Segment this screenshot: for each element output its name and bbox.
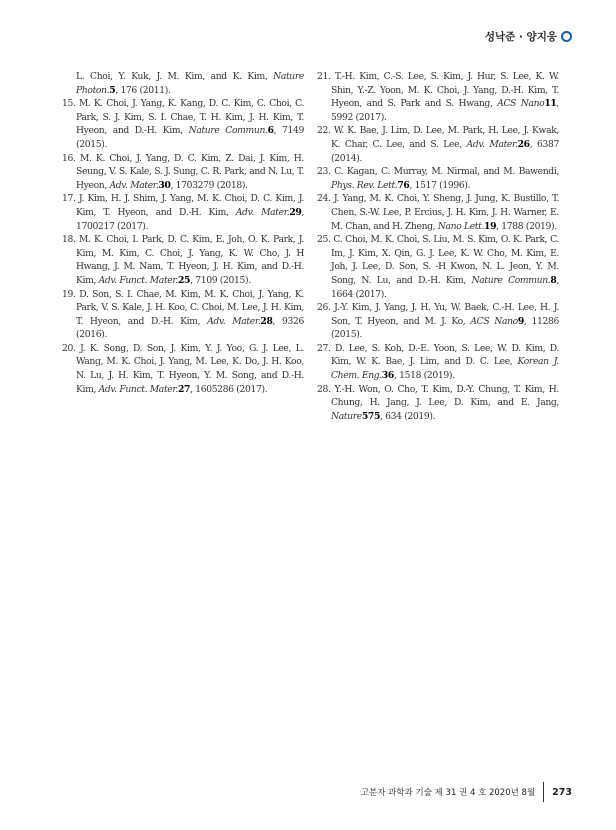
ref-volume: 9 [517,315,524,327]
ref-volume: 5 [109,84,116,96]
ref-volume: 27 [177,383,191,395]
footer-journal-info: 고분자 과학과 기술 제 31 권 4 호 2020년 8월 [360,788,536,798]
reference-item [62,152,304,193]
ref-authors: L. Choi, Y. Kuk, J. M. Kim, and K. Kim, [76,71,274,82]
ref-volume: 76 [397,179,410,191]
ref-number: 24. [317,193,334,205]
ref-pages-year: , 176 (2011). [115,84,171,96]
ref-journal: Adv. Mater. [466,138,518,150]
ref-journal: Korean J. Chem. Eng. [331,356,559,382]
page-number: 273 [552,786,572,798]
ref-journal: Adv. Mater. [235,206,290,218]
ref-volume: 11 [544,98,557,110]
reference-item [317,301,559,342]
ref-authors: M. K. Choi, I. Park, D. C. Kim, E. Joh, O. K. Park, J. Kim, M. Kim, C. Choi, J. Yang, K. W. Cho, J. H Hwang, J. M. Nam, T. Hyeon, J. H. Kim, and D.-H. Kim, [76,234,304,286]
reference-item [317,233,559,301]
ref-authors: M. K. Choi, J. Yang, K. Kang, D. C. Kim, C. Choi, C. Park, S. J. Kim, S. I. Chae, T. H. Kim, J. H. Kim, T. Hyeon, and D.-H. Kim, [76,98,304,137]
ref-pages-year: , 1518 (2019). [393,370,455,382]
ref-pages-year: , 1605286 (2017). [190,383,268,395]
ref-pages-year: , 1703279 (2018). [170,179,248,191]
ref-journal: Nature Photon. [76,71,304,96]
ref-number: 15. [62,98,79,110]
ref-pages-year: , 9326 (2016). [76,315,305,341]
ref-pages-year: , 6387 (2014). [331,138,560,164]
ref-number: 25. [317,234,334,246]
references-left-column [62,70,304,396]
ref-volume: 26 [517,138,530,150]
ref-journal: ACS Nano [470,315,518,327]
ref-journal: Phys. Rev. Lett. [331,179,398,191]
ref-journal: Nano Lett. [437,220,485,232]
ref-journal: ACS Nano [497,98,545,110]
ref-pages-year: , 1664 (2017). [331,274,559,300]
reference-item [62,70,304,97]
ref-pages-year: , 11286 (2015). [331,315,559,341]
reference-item [317,165,559,192]
ref-number: 26. [317,302,335,314]
ref-pages-year: , 1788 (2019). [496,220,557,232]
reference-item [317,124,559,165]
ref-volume: 30 [158,179,171,191]
ref-number: 27. [317,342,335,354]
reference-item [62,288,304,342]
ref-journal: Nature [331,410,362,422]
page-footer [361,782,572,802]
ref-number: 17. [62,193,79,205]
ring-bullet-icon [561,31,572,42]
ref-authors: D. Son, S. I. Chae, M. Kim, M. K. Choi, J. Yang, K. Park, V. S. Kale, J. H. Koo, C. Choi, M. Lee, J. H. Kim, T. Hyeon, and D.-H. Kim, [76,288,305,327]
ref-number: 16. [62,152,80,164]
ref-authors: J. Yang, M. K. Choi, Y. Sheng, J. Jung, K. Bustillo, T. Chen, S.-W. Lee, P. Ercius, J. H. Kim, J. H. Warner, E. M. Chan, and H. Zheng, [331,193,559,232]
reference-item [62,192,304,233]
reference-item [317,342,559,383]
ref-pages-year: , 1517 (1996). [409,179,471,191]
ref-pages-year: , 5992 (2017). [331,98,559,123]
footer-divider [543,782,544,802]
ref-authors: J. Kim, H. J. Shim, J. Yang, M. K. Choi, D. C. Kim, J. Kim, T. Hyeon, and D.-H. Kim, [76,193,304,218]
ref-authors: J.-Y. Kim, J. Yang, J. H. Yu, W. Baek, C.-H. Lee, H. J. Son, T. Hyeon, and M. J. Ko, [331,302,559,327]
running-header [485,29,572,44]
ref-pages-year: , 7149 (2015). [76,125,304,150]
ref-volume: 6 [267,125,274,137]
ref-journal: Nature Commun. [471,274,551,286]
ref-journal: Adv. Mater. [207,315,261,327]
ref-pages-year: , 634 (2019). [380,410,436,422]
ref-number: 28. [317,383,335,395]
ref-authors: C. Kagan, C. Murray, M. Nirmal, and M. Bawendi, [334,166,559,178]
reference-item [62,97,304,151]
ref-journal: Nature Commun. [188,125,268,137]
ref-authors: J. K. Song, D. Son, J. Kim, Y. J. Yoo, G. J. Lee, L. Wang, M. K. Choi, J. Yang, M. Lee, K. Do, J. H. Koo, N. Lu, J. H. Kim, T. Hyeon, Y. M. Song, and D.-H. Kim, [76,342,304,395]
ref-volume: 36 [381,370,394,382]
ref-number: 18. [62,234,79,246]
ref-number: 23. [317,166,335,178]
ref-volume: 25 [177,274,191,286]
reference-item [62,233,304,287]
ref-authors: D. Lee, S. Koh, D.-E. Yoon, S. Lee, W. D. Kim, D. Kim, W. K. Bae, J. Lim, and D. C. Lee, [331,342,559,368]
ref-pages-year: , 1700217 (2017). [76,206,305,232]
header-authors: 성낙준 · 양지웅 [484,31,557,43]
ref-number: 19. [62,288,80,300]
ref-authors: W. K. Bae, J. Lim, D. Lee, M. Park, H. Lee, J. Kwak, K. Char, C. Lee, and S. Lee, [331,125,559,150]
ref-pages-year: , 7109 (2015). [190,274,251,286]
ref-number: 21. [317,71,335,82]
ref-volume: 575 [361,410,380,422]
ref-number: 20. [62,342,81,354]
ref-authors: C. Choi, M. K. Choi, S. Liu, M. S. Kim, O. K. Park, C. Im, J. Kim, X. Qin, G. J. Lee, K. W. Cho, M. Kim, E. Joh, J. Lee, D. Son, S. -H Kwon, N. L. Jeon, Y. M. Song, N. Lu, and D.-H. Kim, [331,234,559,286]
reference-item [317,70,559,124]
ref-authors: T.-H. Kim, C.-S. Lee, S. Kim, J. Hur, S. Lee, K. W. Shin, Y.-Z. Yoon, M. K. Choi, J. Yang, D.-H. Kim, T. Hyeon, and S. Park and S. Hwang, [331,71,560,110]
ref-authors: Y.-H. Won, O. Cho, T. Kim, D.-Y. Chung, T. Kim, H. Chung, H. Jang, J. Lee, D. Kim, and E. Jang, [331,383,559,409]
ref-journal: Adv. Mater. [109,179,159,191]
ref-authors: M. K. Choi, J. Yang, D. C. Kim, Z. Dai, J. Kim, H. Seung, V. S. Kale, S. J. Sung, C. R. Park, and N. Lu, T. Hyeon, [76,152,304,191]
reference-item [317,383,559,424]
ref-journal: Adv. Funct. Mater. [98,383,178,395]
ref-volume: 29 [289,206,302,218]
ref-number: 22. [317,125,334,137]
ref-volume: 8 [550,274,557,286]
references-right-column [317,70,559,423]
ref-journal: Adv. Funct. Mater. [98,274,178,286]
reference-item [62,342,304,396]
ref-volume: 28 [260,315,273,327]
ref-volume: 19 [484,220,497,232]
reference-item [317,192,559,233]
